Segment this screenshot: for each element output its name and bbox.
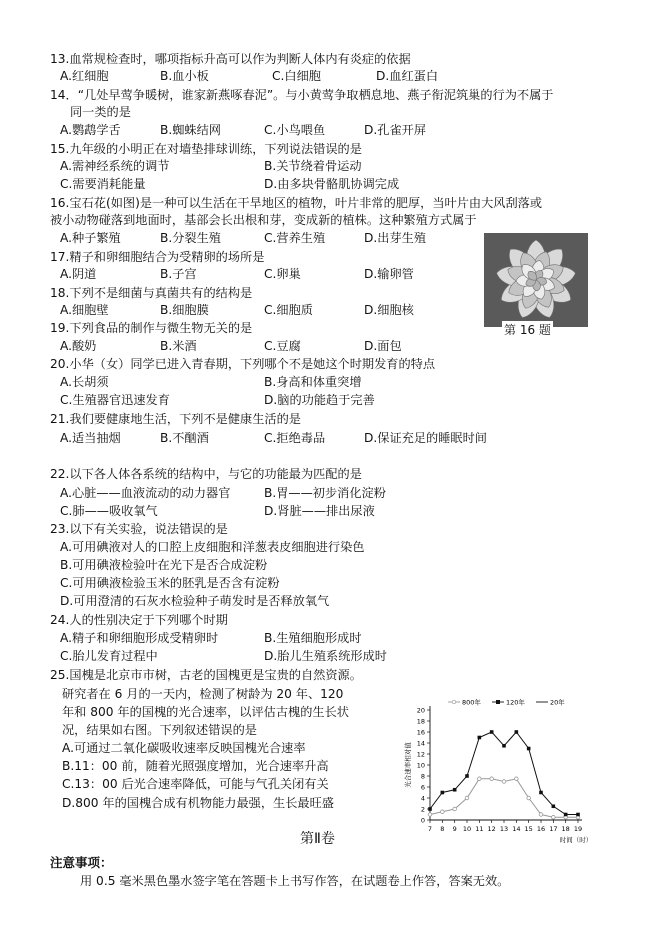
q23-option-d: D.可用澄清的石灰水检验种子萌发时是否释放氧气: [60, 594, 330, 608]
x-tick-label: 17: [549, 825, 558, 833]
data-point: [453, 807, 457, 811]
q20-option-b: B.身高和体重突增: [264, 375, 362, 389]
q24-stem: 24.人的性别决定于下列哪个时期: [50, 613, 228, 627]
q17-stem: 17.精子和卵细胞结合为受精卵的场所是: [50, 250, 265, 264]
q21-option-a: A.适当抽烟: [60, 431, 121, 445]
q25-option-a: A.可通过二氧化碳吸收速率反映国槐光合速率: [62, 741, 306, 755]
data-point: [441, 810, 445, 814]
data-point: [515, 777, 519, 781]
q18-option-d: D.细胞核: [364, 303, 414, 317]
q22-option-b: B.胃——初步消化淀粉: [264, 486, 386, 500]
data-point: [490, 777, 494, 781]
q25-option-c: C.13：00 后光合速率降低，可能与气孔关闭有关: [62, 777, 329, 791]
x-tick-label: 11: [475, 825, 484, 833]
section-title: 第Ⅱ卷: [300, 831, 335, 847]
figure16-caption: 第 16 题: [504, 323, 551, 337]
q20-option-c: C.生殖器官迅速发育: [60, 393, 170, 407]
q20-option-a: A.长胡须: [60, 375, 109, 389]
q16-option-b: B.分裂生殖: [160, 231, 221, 245]
y-axis-label: 光合速率相对值: [404, 742, 412, 788]
x-tick-label: 13: [499, 825, 509, 833]
q20-option-d: D.脑的功能趋于完善: [264, 393, 375, 407]
legend-marker: [452, 700, 456, 704]
y-tick-label: 2: [420, 805, 425, 814]
q19-option-d: D.面包: [364, 339, 402, 353]
q22-option-d: D.肾脏——排出尿液: [264, 504, 375, 518]
x-tick-label: 12: [487, 825, 496, 833]
q14-option-b: B.蜘蛛结网: [160, 123, 221, 137]
q13-option-b: B.血小板: [160, 69, 209, 83]
series-line-800年: [430, 779, 578, 818]
q22-stem: 22.以下各人体各系统的结构中，与它的功能最为匹配的是: [50, 467, 362, 481]
q14-stem: 14．“几处早莺争暖树，谁家新燕啄春泥”。与小黄莺争取栖息地、燕子衔泥筑巢的行为不属于: [50, 88, 554, 102]
x-tick-label: 19: [573, 825, 583, 833]
q16-stem: 16.宝石花(如图)是一种可以生活在干旱地区的植物，叶片非常的肥厚，当叶片由大风刮落或: [50, 196, 543, 210]
q16-option-a: A.种子繁殖: [60, 231, 121, 245]
q15-option-c: C.需要消耗能量: [60, 177, 146, 191]
y-tick-label: 4: [420, 794, 425, 803]
data-point: [552, 804, 556, 808]
q19-option-a: A.酸奶: [60, 339, 97, 353]
data-point: [502, 780, 506, 784]
q19-option-b: B.米酒: [160, 339, 197, 353]
data-point: [564, 813, 568, 817]
q24-option-d: D.胎儿生殖系统形成时: [264, 649, 387, 663]
q14-option-d: D.孔雀开屏: [364, 123, 427, 137]
data-point: [465, 774, 469, 778]
q18-stem: 18.下列不是细菌与真菌共有的结构是: [50, 286, 253, 300]
data-point: [527, 796, 531, 800]
succulent-figure: [484, 233, 588, 327]
data-point: [552, 815, 556, 819]
data-point: [527, 747, 531, 751]
q18-option-a: A.细胞壁: [60, 303, 109, 317]
q25-stem: 25.国槐是北京市市树，古老的国槐更是宝贵的自然资源。: [50, 668, 362, 682]
x-tick-label: 9: [452, 825, 457, 833]
q13-option-d: D.血红蛋白: [376, 69, 439, 83]
x-tick-label: 15: [524, 825, 533, 833]
q25-stem-line3: 年和 800 年的国槐的光合速率，以评估古槐的生长状: [62, 705, 349, 719]
y-tick-label: 0: [420, 816, 425, 825]
data-point: [453, 788, 457, 792]
q17-option-b: B.子宫: [160, 267, 197, 281]
x-tick-label: 16: [536, 825, 546, 833]
data-point: [441, 791, 445, 795]
q23-option-b: B.可用碘液检验叶在光下是否合成淀粉: [60, 558, 268, 572]
q21-option-c: C.拒绝毒品: [264, 431, 326, 445]
data-point: [465, 796, 469, 800]
q22-option-a: A.心脏——血液流动的动力器官: [60, 486, 231, 500]
q15-option-b: B.关节绕着骨运动: [264, 159, 362, 173]
q23-option-a: A.可用碘液对人的口腔上皮细胞和洋葱表皮细胞进行染色: [60, 540, 365, 554]
q18-option-b: B.细胞膜: [160, 303, 209, 317]
q24-option-c: C.胎儿发育过程中: [60, 649, 158, 663]
q24-option-b: B.生殖细胞形成时: [264, 631, 362, 645]
q14-option-c: C.小鸟喂鱼: [264, 123, 326, 137]
notice-title: 注意事项：: [50, 855, 113, 870]
data-point: [428, 813, 432, 817]
y-tick-label: 14: [416, 739, 425, 748]
data-point: [576, 813, 580, 817]
q22-option-c: C.肺——吸收氧气: [60, 504, 158, 518]
q16-stem-cont: 被小动物碰落到地面时，基部会长出根和芽，变成新的植株。这种繁殖方式属于: [50, 213, 477, 227]
y-tick-label: 8: [420, 772, 425, 781]
y-tick-label: 6: [420, 783, 425, 792]
data-point: [539, 813, 543, 817]
q19-option-c: C.豆腐: [264, 339, 301, 353]
data-point: [490, 730, 494, 734]
q25-option-d: D.800 年的国槐合成有机物能力最强，生长最旺盛: [62, 796, 334, 810]
y-tick-label: 10: [416, 761, 425, 770]
y-tick-label: 16: [416, 728, 425, 737]
q21-option-b: B.不酗酒: [160, 431, 209, 445]
q14-option-a: A.鹦鹉学舌: [60, 123, 121, 137]
q13-option-c: C.白细胞: [272, 69, 321, 83]
legend-label: 800年: [462, 698, 481, 707]
q21-option-d: D.保证充足的睡眠时间: [364, 431, 487, 445]
q23-stem: 23.以下有关实验，说法错误的是: [50, 522, 228, 536]
q25-stem-line2: 研究者在 6 月的一天内，检测了树龄为 20 年、120: [62, 687, 344, 701]
q21-stem: 21.我们要健康地生活，下列不是健康生活的是: [50, 412, 301, 426]
legend-marker: [496, 700, 500, 704]
q20-stem: 20.小华（女）同学已进入青春期，下列哪个不是她这个时期发育的特点: [50, 357, 436, 371]
q18-option-c: C.细胞质: [264, 303, 313, 317]
q25-option-b: B.11：00 前，随着光照强度增加，光合速率升高: [62, 759, 329, 773]
q16-option-d: D.出芽生殖: [364, 231, 427, 245]
q17-option-c: C.卵巢: [264, 267, 301, 281]
x-tick-label: 8: [440, 825, 445, 833]
q15-stem: 15.九年级的小明正在对墙垫排球训练，下列说法错误的是: [50, 142, 362, 156]
q17-option-d: D.输卵管: [364, 267, 414, 281]
q16-option-c: C.营养生殖: [264, 231, 326, 245]
q15-option-d: D.由多块骨骼肌协调完成: [264, 177, 400, 191]
notice-text: 用 0.5 毫米黑色墨水签字笔在答题卡上书写作答，在试题卷上作答，答案无效。: [80, 874, 510, 888]
q14-stem-cont: 同一类的是: [70, 105, 131, 119]
x-tick-label: 10: [462, 825, 472, 833]
y-tick-label: 20: [416, 706, 425, 715]
data-point: [478, 777, 482, 781]
q17-option-a: A.阴道: [60, 267, 97, 281]
data-point: [428, 807, 432, 811]
data-point: [478, 736, 482, 740]
q15-option-a: A.需神经系统的调节: [60, 159, 170, 173]
data-point: [515, 730, 519, 734]
y-tick-label: 18: [416, 717, 425, 726]
photosynthesis-chart: [400, 696, 592, 856]
legend-label: 120年: [506, 698, 525, 707]
q25-stem-line4: 况，结果如右图。下列叙述错误的是: [62, 723, 257, 737]
data-point: [502, 744, 506, 748]
legend-label: 20年: [550, 698, 565, 707]
data-point: [539, 791, 543, 795]
q23-option-c: C.可用碘液检验玉米的胚乳是否含有淀粉: [60, 576, 280, 590]
q13-stem: 13.血常规检查时，哪项指标升高可以作为判断人体内有炎症的依据: [50, 52, 411, 66]
y-tick-label: 12: [416, 750, 425, 759]
x-axis-label: 时间（时）: [559, 836, 592, 844]
x-tick-label: 14: [512, 825, 521, 833]
q13-option-a: A.红细胞: [60, 69, 109, 83]
q24-option-a: A.精子和卵细胞形成受精卵时: [60, 631, 219, 645]
q19-stem: 19.下列食品的制作与微生物无关的是: [50, 321, 253, 335]
x-tick-label: 18: [561, 825, 570, 833]
x-tick-label: 7: [427, 825, 433, 833]
